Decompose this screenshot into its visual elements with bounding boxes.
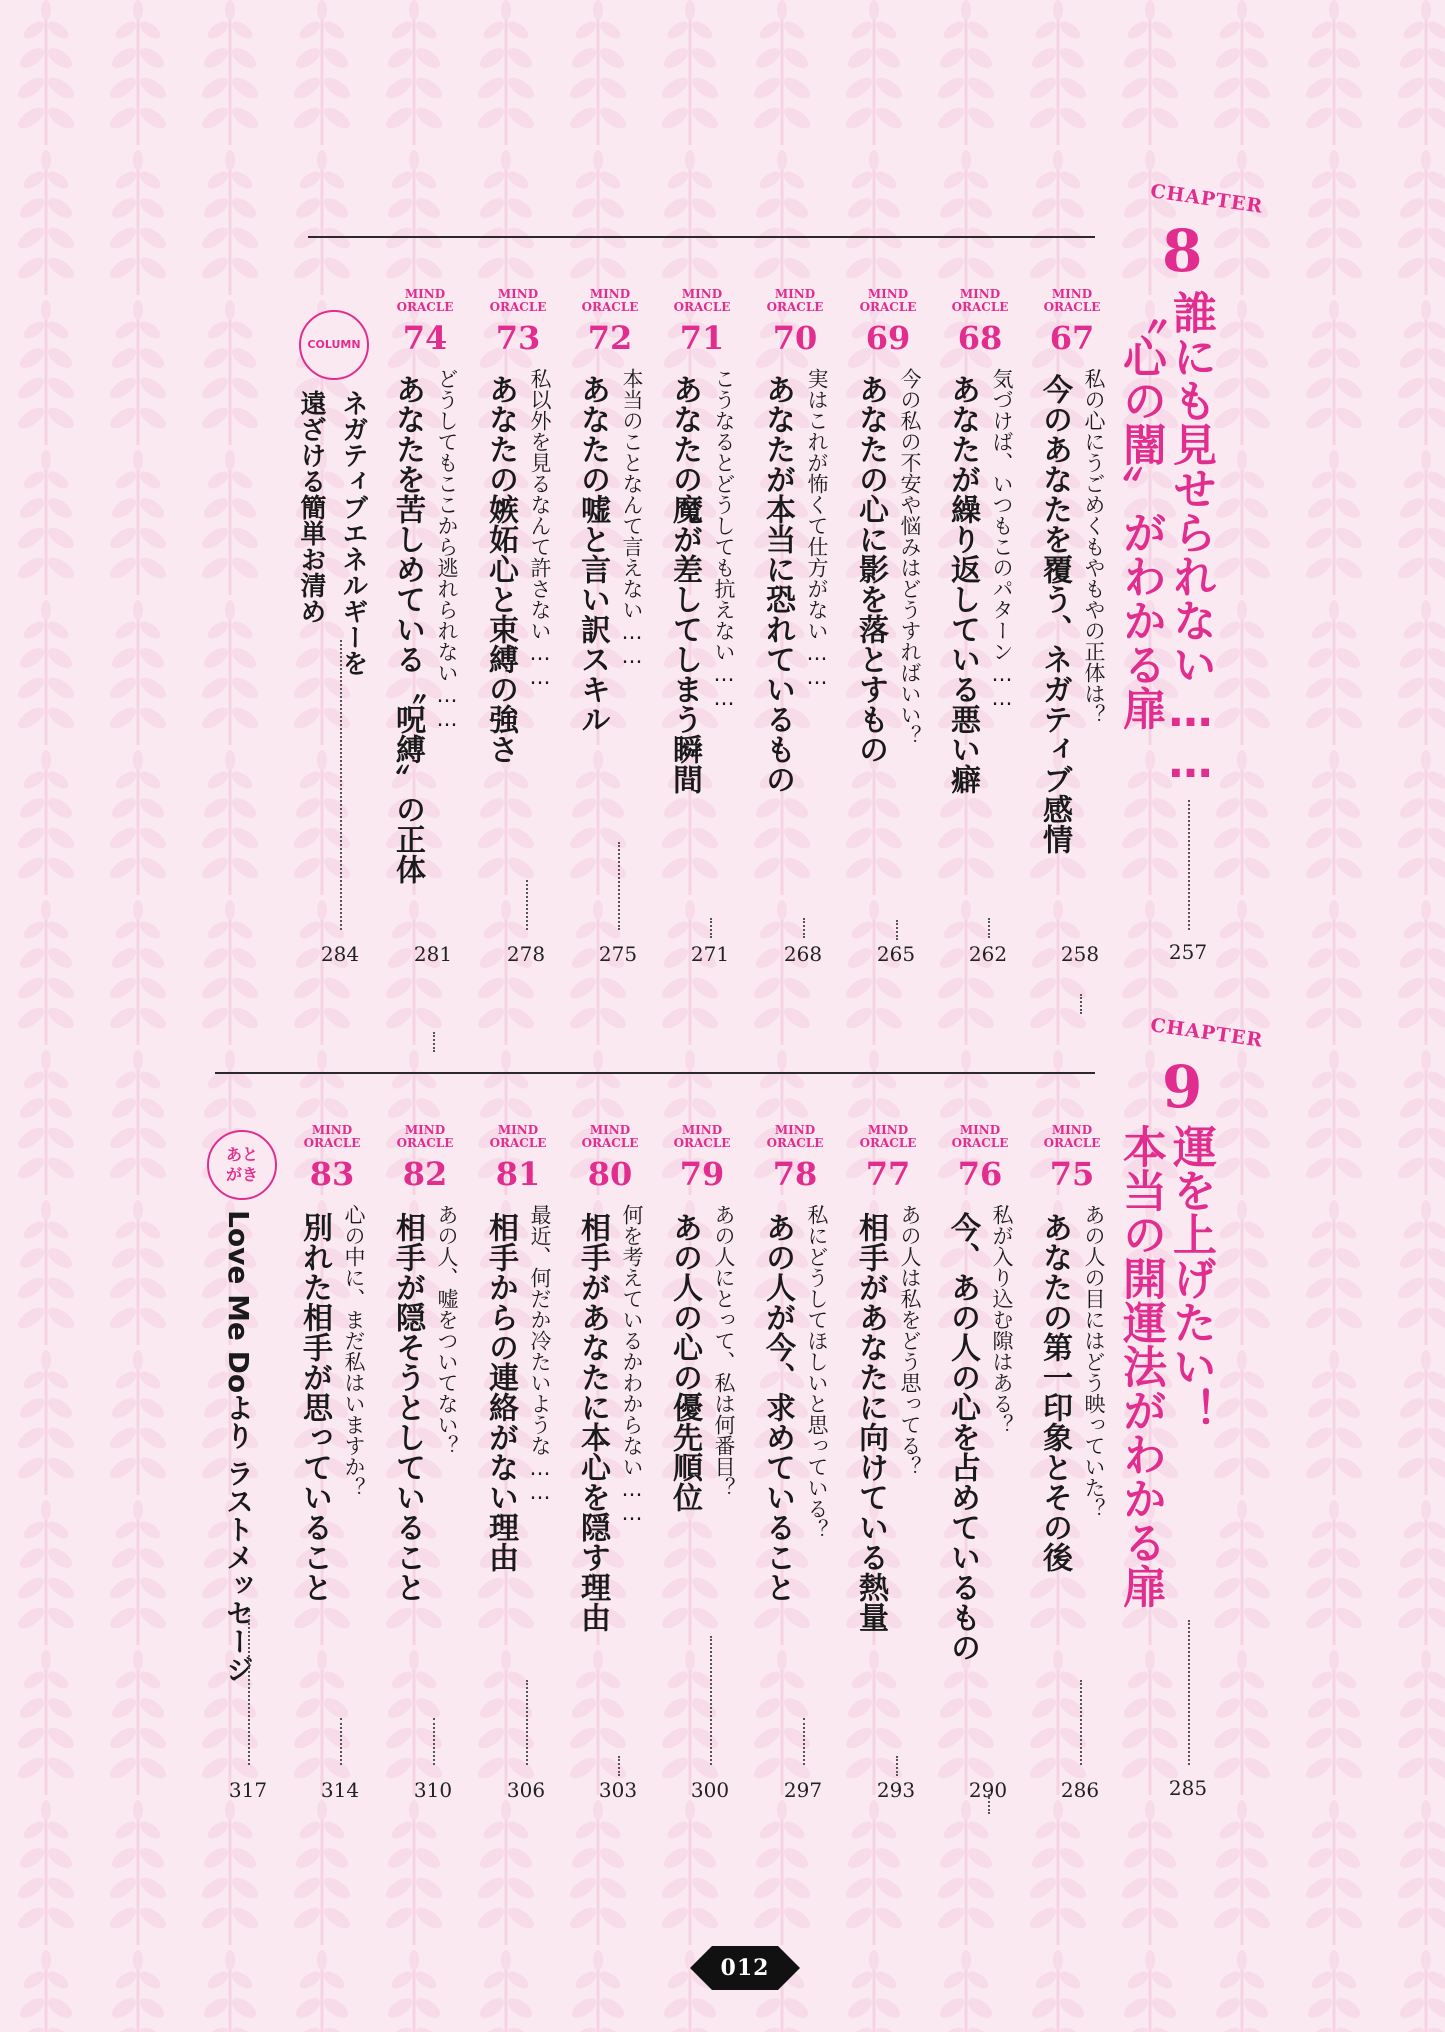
mind-oracle-word: MIND [404,1123,446,1137]
leader-dots [896,1756,898,1776]
mind-oracle-label [397,1124,454,1150]
entry-subtitle: 何を考えているかわからない…… [620,1204,644,1525]
mind-oracle-label [952,1124,1009,1150]
entry-title: あの人が今、求めていること [760,1212,795,1602]
entry-number: 75 [1049,1155,1095,1193]
mind-oracle-word: ORACLE [489,300,547,314]
mind-oracle-word: MIND [959,1123,1001,1137]
leader-dots [433,1032,435,1052]
entry-subtitle: 私が入り込む隙はある？ [990,1204,1014,1435]
leader-dots [248,1610,250,1765]
entry-title: あの人の心の優先順位 [667,1212,702,1512]
mind-oracle-word: ORACLE [1043,300,1101,314]
afterword-title: Love Me Doより ラストメッセージ [222,1210,255,1683]
chapter-number: 9 [1162,1053,1203,1121]
entry-page-number: 281 [413,942,453,966]
mind-oracle-label [490,1124,547,1150]
mind-oracle-word: ORACLE [489,1136,547,1150]
entry-page-number: 300 [690,1778,730,1802]
entry-subtitle: 私にどうしてほしいと思っている？ [805,1204,829,1540]
chapter-rule [215,1072,1095,1074]
entry-number: 79 [679,1155,725,1193]
entry-page-number: 262 [968,942,1008,966]
leader-dots [710,918,712,938]
mind-oracle-word: MIND [681,1123,723,1137]
mind-oracle-word: ORACLE [396,1136,454,1150]
entry-title: あなたの第一印象とその後 [1037,1212,1072,1572]
entry-subtitle: 心の中に、まだ私はいますか？ [342,1204,366,1498]
entry-title: あなたの嫉妬心と束縛の強さ [483,374,518,764]
chapter-label: CHAPTER [1149,1014,1265,1052]
chapter-title-line[interactable]: 本当の開運法がわかる扉 [1115,1124,1166,1608]
mind-oracle-word: ORACLE [673,300,731,314]
entry-page-number: 275 [598,942,638,966]
leader-dots [1188,1620,1190,1765]
entry-page-number: 258 [1060,942,1100,966]
chapter-title-line[interactable]: 誰にも見せられない…… [1165,290,1216,788]
leader-dots [618,1756,620,1776]
mind-oracle-word: MIND [589,287,631,301]
entry-number: 83 [309,1155,355,1193]
mind-oracle-word: MIND [404,287,446,301]
extra-page-number: 317 [228,1778,268,1802]
chapter-number: 8 [1162,217,1203,285]
mind-oracle-label [674,1124,731,1150]
entry-title: 相手があなたに向けている熱量 [853,1212,888,1632]
entry-title: 相手があなたに本心を隠す理由 [575,1212,610,1632]
mind-oracle-label [952,288,1009,314]
entry-title: あなたが本当に恐れているもの [760,374,795,794]
mind-oracle-word: ORACLE [396,300,454,314]
leader-dots [618,842,620,930]
column-badge: COLUMN [299,310,369,380]
leader-dots [1080,994,1082,1014]
entry-number: 74 [402,319,448,357]
chapter-title-line[interactable]: 運を上げたい！ [1165,1124,1216,1432]
leader-dots [803,918,805,938]
entry-subtitle: どうしてもここから逃れられない…… [435,368,459,731]
mind-oracle-word: ORACLE [951,1136,1009,1150]
entry-page-number: 314 [320,1778,360,1802]
mind-oracle-word: ORACLE [673,1136,731,1150]
entry-page-number: 293 [876,1778,916,1802]
mind-oracle-word: ORACLE [766,300,824,314]
entry-number: 72 [587,319,633,357]
leader-dots [526,1680,528,1765]
extra-page-number: 284 [320,942,360,966]
entry-page-number: 278 [506,942,546,966]
mind-oracle-label [304,1124,361,1150]
entry-number: 77 [865,1155,911,1193]
entry-title: あなたの嘘と言い訳スキル [575,374,610,734]
entry-title: あなたが繰り返している悪い癖 [945,374,980,794]
entry-page-number: 271 [690,942,730,966]
mind-oracle-word: ORACLE [303,1136,361,1150]
entry-page-number: 268 [783,942,823,966]
mind-oracle-word: MIND [1051,287,1093,301]
leader-dots [340,1718,342,1765]
mind-oracle-label [1044,1124,1101,1150]
entry-subtitle: 今の私の不安や悩みはどうすればいい？ [898,368,922,746]
mind-oracle-label [582,288,639,314]
entry-subtitle: あの人、嘘をついてない？ [435,1204,459,1456]
mind-oracle-word: MIND [774,1123,816,1137]
entry-title: あなたの心に影を落とすもの [853,374,888,764]
entry-page-number: 286 [1060,1778,1100,1802]
chapter-rule [308,236,1095,238]
mind-oracle-word: ORACLE [766,1136,824,1150]
mind-oracle-word: ORACLE [581,1136,639,1150]
entry-page-number: 306 [506,1778,546,1802]
mind-oracle-label [767,288,824,314]
mind-oracle-word: MIND [867,1123,909,1137]
entry-title: 相手が隠そうとしていること [390,1212,425,1602]
mind-oracle-word: ORACLE [859,300,917,314]
entry-page-number: 303 [598,1778,638,1802]
entry-subtitle: 私以外を見るなんて許さない…… [528,368,552,689]
leader-dots [896,920,898,940]
entry-title: 相手からの連絡がない理由 [483,1212,518,1572]
entry-page-number: 265 [876,942,916,966]
mind-oracle-label [860,1124,917,1150]
entry-number: 73 [495,319,541,357]
mind-oracle-word: MIND [867,287,909,301]
mind-oracle-word: MIND [681,287,723,301]
chapter-label: CHAPTER [1149,180,1265,218]
mind-oracle-word: MIND [497,287,539,301]
mind-oracle-word: ORACLE [951,300,1009,314]
entry-number: 69 [865,319,911,357]
chapter-title-line[interactable]: 〝心の闇〟がわかる扉 [1115,290,1166,730]
entry-subtitle: 私の心にうごめくもやもやの正体は？ [1082,368,1106,725]
leader-dots [803,1718,805,1765]
entry-subtitle: 本当のことなんて言えない…… [620,368,644,668]
entry-title: 別れた相手が思っていること [297,1212,332,1602]
entry-page-number: 297 [783,1778,823,1802]
entry-title: あなたの魔が差してしまう瞬間 [667,374,702,794]
leader-dots [433,1718,435,1765]
entry-title: あなたを苦しめている〝呪縛〟の正体 [390,374,425,884]
mind-oracle-label [860,288,917,314]
column-title-line: 遠ざける簡単お清め [296,390,326,624]
chapter-page-number: 285 [1168,1776,1208,1800]
entry-subtitle: あの人にとって、私は何番目？ [712,1204,736,1498]
mind-oracle-label [1044,288,1101,314]
entry-subtitle: こうなるとどうしても抗えない…… [712,368,736,710]
entry-page-number: 290 [968,1778,1008,1802]
leader-dots [1188,800,1190,930]
entry-title: 今、あの人の心を占めているもの [945,1212,980,1662]
entry-number: 71 [679,319,725,357]
leader-dots [710,1636,712,1765]
entry-number: 80 [587,1155,633,1193]
mind-oracle-label [490,288,547,314]
mind-oracle-word: MIND [774,287,816,301]
mind-oracle-word: MIND [1051,1123,1093,1137]
entry-subtitle: あの人の目にはどう映っていた？ [1082,1204,1106,1519]
mind-oracle-word: MIND [959,287,1001,301]
mind-oracle-word: MIND [497,1123,539,1137]
leader-dots [1080,1680,1082,1765]
entry-number: 70 [772,319,818,357]
entry-number: 81 [495,1155,541,1193]
mind-oracle-label [397,288,454,314]
entry-subtitle: あの人は私をどう思ってる？ [898,1204,922,1477]
leader-dots [988,918,990,938]
afterword-badge: あと がき [207,1130,277,1200]
mind-oracle-word: ORACLE [581,300,639,314]
mind-oracle-word: MIND [589,1123,631,1137]
mind-oracle-word: ORACLE [1043,1136,1101,1150]
entry-subtitle: 実はこれが怖くて仕方がない…… [805,368,829,689]
entry-number: 76 [957,1155,1003,1193]
mind-oracle-label [767,1124,824,1150]
chapter-page-number: 257 [1168,940,1208,964]
entry-number: 82 [402,1155,448,1193]
leader-dots [340,640,342,930]
column-title-line: ネガティブエネルギーを [338,390,368,676]
page-number: 012 [720,1955,770,1981]
mind-oracle-label [582,1124,639,1150]
entry-number: 67 [1049,319,1095,357]
entry-title: 今のあなたを覆う、ネガティブ感情 [1037,374,1072,854]
entry-page-number: 310 [413,1778,453,1802]
leader-dots [526,880,528,930]
entry-number: 78 [772,1155,818,1193]
entry-subtitle: 最近、何だか冷たいような…… [528,1204,552,1504]
mind-oracle-word: ORACLE [859,1136,917,1150]
mind-oracle-word: MIND [311,1123,353,1137]
entry-subtitle: 気づけば、いつもこのパターン…… [990,368,1014,710]
entry-number: 68 [957,319,1003,357]
mind-oracle-label [674,288,731,314]
